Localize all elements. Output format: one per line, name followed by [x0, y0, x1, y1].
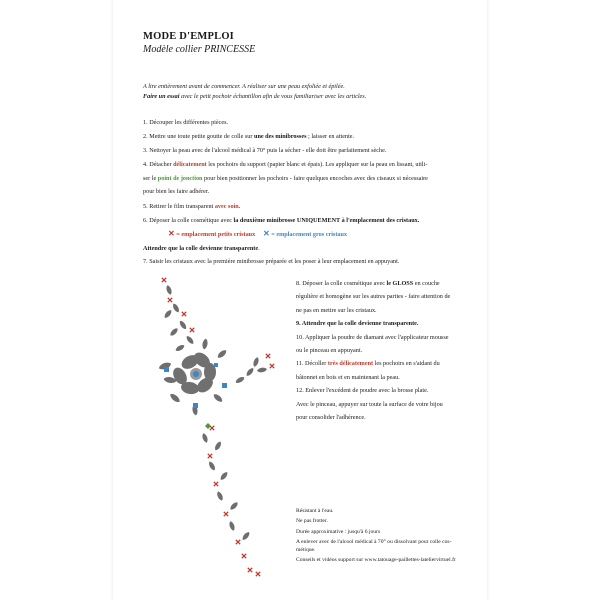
step-5-b: avec soin. — [214, 203, 241, 210]
footer-line-1: Résistant à l'eau. — [296, 508, 334, 514]
step-4-e: point de jonction — [157, 175, 203, 182]
legend-small-crystals — [168, 229, 255, 238]
step-2-c: ; laisser en attente. — [306, 133, 355, 140]
step-4-line-3: pour bien les faire adhérer. — [143, 188, 210, 195]
step-1: 1. Découper les différentes pièces. — [143, 119, 229, 126]
step-4-c: les pochoirs du support (papier blanc et épais). Les appliquer sur la peau en lissant, utili- — [206, 161, 428, 168]
page-title: MODE D'EMPLOI — [143, 31, 234, 42]
junction-point-icon — [205, 423, 211, 429]
step-9: 9. Attendre que la colle devienne transparente. — [296, 320, 419, 328]
step-5-a: 5. Retirer le film transparent — [143, 203, 215, 210]
intro-bold: Faire un essai — [143, 93, 180, 100]
step-10-line-2: ou le pinceau en appuyant. — [296, 347, 363, 355]
step-8-line-1 — [296, 279, 450, 288]
right-steps — [296, 279, 450, 422]
step-6-a: 6. Déposer la colle cosmétique avec — [143, 217, 234, 224]
step-4-line-1 — [143, 160, 427, 169]
step-7: 7. Saisir les cristaux avec la première minibrosse préparée et les poser à leur emplacement en appuyant. — [143, 258, 400, 265]
step-11-line-1 — [296, 359, 450, 368]
legend-small-label: = emplacement petits cristaux — [174, 231, 256, 238]
footer-line-5: métique. — [296, 547, 316, 554]
step-8-c: en couche — [413, 280, 440, 287]
step-6 — [143, 216, 419, 225]
step-4-line-2 — [143, 174, 428, 183]
wait-bold: Attendre que la colle devienne transparente — [143, 245, 259, 252]
footer-line-4: A enlever avec de l'alcool médical à 70° ou dissolvant pour colle cos- — [296, 538, 452, 545]
small-crystal-mark-icon: ✕ — [168, 229, 175, 238]
step-13-line-2: pour consolider l'adhérence. — [296, 414, 366, 422]
footer-line-3: Durée approximative : jusqu'à 6 jours — [296, 528, 381, 535]
legend-big-label: = emplacement gros cristaux — [269, 231, 348, 238]
step-5 — [143, 202, 240, 211]
step-13-line-1: Avec le pinceau, appuyer sur toute la surface de votre bijou — [296, 400, 443, 408]
step-2 — [143, 132, 354, 141]
intro-line-1: A lire entièrement avant de commencer. A réaliser sur une peau exfoliée et épilée. — [143, 83, 345, 90]
big-crystal-mark-icon: ✕ — [263, 229, 270, 238]
footer-line-2: Ne pas frotter. — [296, 518, 328, 525]
flower-icon — [170, 350, 216, 396]
step-12: 12. Enlever l'excédent de poudre avec la brosse plate. — [296, 387, 429, 395]
step-8-line-3: ne pas en mettre sur les cristaux. — [296, 306, 377, 314]
step-8-a: 8. Déposer la colle cosmétique avec — [296, 280, 387, 287]
small-crystal-mark-icon — [162, 278, 274, 576]
step-11-c: les pochoirs en s'aidant du — [373, 360, 440, 368]
step-2-b: une des minibrosses — [254, 133, 307, 140]
leaf-icon — [158, 285, 267, 542]
step-4-d: ser le — [143, 175, 158, 182]
step-11-a: 11. Décoller — [296, 360, 328, 368]
legend-big-crystals — [263, 229, 347, 238]
footer-notes — [296, 507, 456, 565]
page-subtitle: Modèle collier PRINCESSE — [143, 44, 256, 55]
step-6-b: la deuxième minibrosse UNIQUEMENT à l'emplacement des cristaux. — [233, 217, 420, 224]
step-4-b: délicatement — [173, 161, 207, 168]
step-10-line-1: 10. Appliquer la poudre de diamant avec l'applicateur mousse — [296, 333, 449, 341]
necklace-stencil-illustration — [150, 270, 290, 580]
footer-line-6: Conseils et vidéos support sur www.tatouage-paillettes-lateliervirtuel.fr — [296, 557, 456, 564]
step-4-a: 4. Détacher — [143, 161, 174, 168]
step-8-line-2: régulière et homogène sur les autres parties - faire attention de — [296, 293, 451, 301]
intro-rest: avec le petit pochoir échantillon afin de vous familiariser avec les articles. — [179, 93, 367, 100]
step-8-b: le GLOSS — [386, 280, 414, 287]
wait-dot: . — [258, 245, 260, 252]
step-4-f: pour bien positionner les pochoirs - faire quelques encoches avec des ciseaux si nécessaire — [202, 175, 428, 182]
intro-line-2 — [143, 92, 366, 101]
wait-note — [143, 244, 260, 253]
step-11-b: très délicatement — [327, 360, 374, 368]
step-2-a: 2. Mettre une toute petite goutte de colle sur — [143, 133, 254, 140]
step-11-line-2: bâtonnet en bois et en maintenant la peau. — [296, 373, 400, 381]
step-3: 3. Nettoyer la peau avec de l'alcool médical à 70° puis la sécher - elle doit être parfaitement sèche. — [143, 147, 387, 154]
